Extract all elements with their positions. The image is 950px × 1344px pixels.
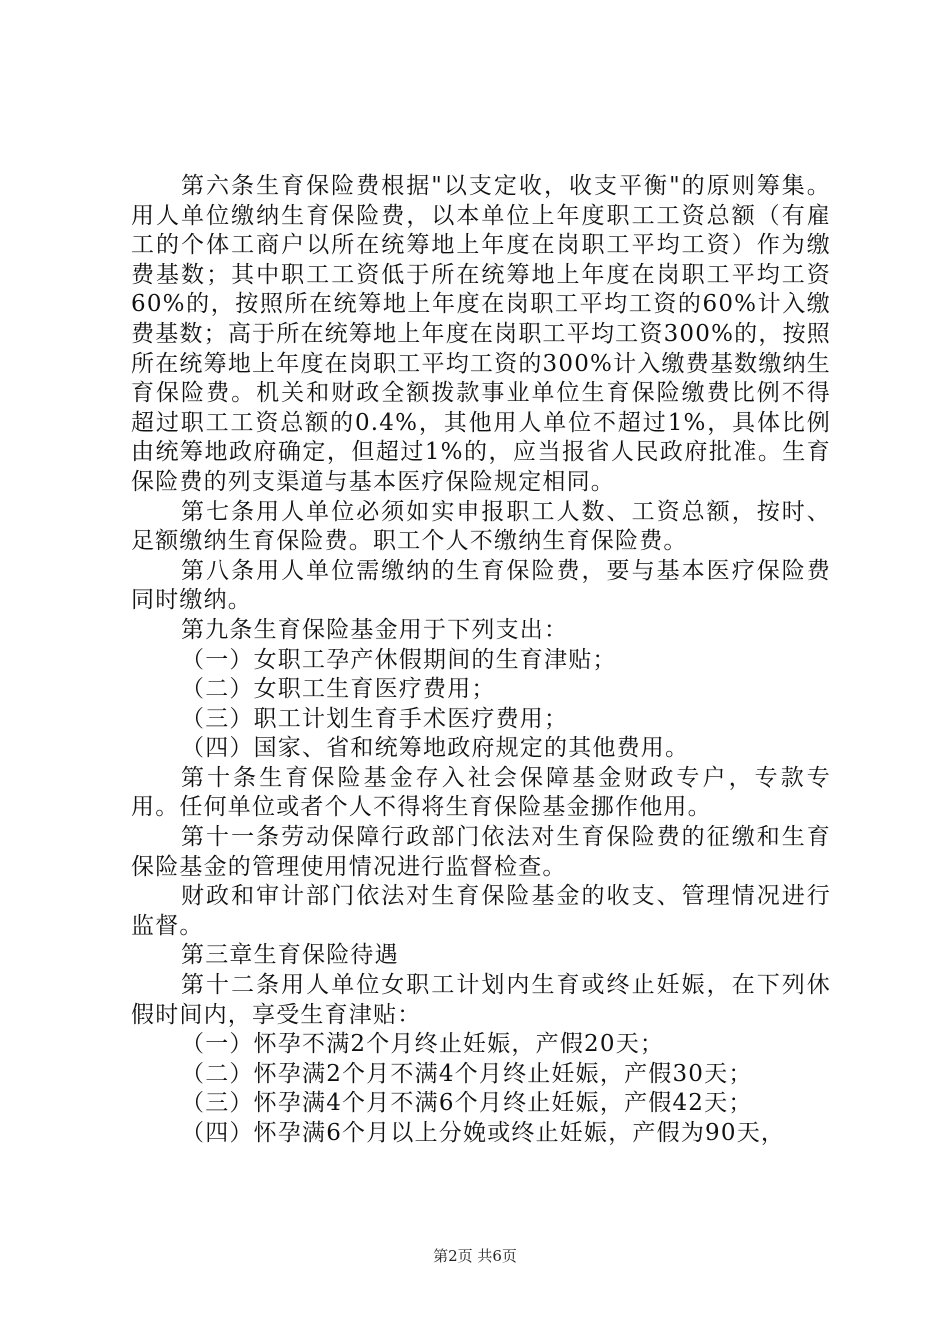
- document-body: [131, 172, 831, 1149]
- chapter-3-heading: 第三章生育保险待遇: [181, 942, 399, 969]
- article-12-item-4: （四）怀孕满6个月以上分娩或终止妊娠，产假为90天，: [181, 1120, 786, 1146]
- page-number-footer: 第2页 共6页: [433, 1247, 517, 1265]
- article-12-paragraph: 第十二条用人单位女职工计划内生育或终止妊娠，在下列休假时间内，享受生育津贴：: [131, 972, 831, 1028]
- article-7-paragraph: 第七条用人单位必须如实申报职工人数、工资总额，按时、足额缴纳生育保险费。职工个人不缴纳生育保险费。: [131, 498, 831, 555]
- article-9-paragraph: 第九条生育保险基金用于下列支出：: [181, 616, 569, 643]
- article-11-paragraph: 第十一条劳动保障行政部门依法对生育保险费的征缴和生育保险基金的管理使用情况进行监督检查。: [131, 824, 831, 880]
- audit-paragraph: 财政和审计部门依法对生育保险基金的收支、管理情况进行监督。: [131, 883, 831, 939]
- article-9-item-2: （二）女职工生育医疗费用；: [181, 676, 496, 703]
- article-12-item-3: （三）怀孕满4个月不满6个月终止妊娠，产假42天；: [181, 1090, 753, 1117]
- article-6-paragraph: 第六条生育保险费根据"以支定收，收支平衡"的原则筹集。用人单位缴纳生育保险费，以本单位上年度职工工资总额（有雇工的个体工商户以所在统筹地上年度在岗职工平均工资）作为缴费基数；其中职工工资低于所在统筹地上年度在岗职工平均工资60%的，按照所在统筹地上年度在岗职工平均工资的60%计入缴费基数；高于所在统筹地上年度在岗职工平均工资300%的，按照所在统筹地上年度在岗职工平均工资的300%计入缴费基数缴纳生育保险费。机关和财政全额拨款事业单位生育保险缴费比例不得超过职工工资总额的0.4%，其他用人单位不超过1%，具体比例由统筹地政府确定，但超过1%的，应当报省人民政府批准。生育保险费的列支渠道与基本医疗保险规定相同。: [131, 173, 831, 495]
- article-9-item-1: （一）女职工孕产休假期间的生育津贴；: [181, 646, 617, 673]
- article-12-item-2: （二）怀孕满2个月不满4个月终止妊娠，产假30天；: [181, 1060, 753, 1087]
- article-9-item-3: （三）职工计划生育手术医疗费用；: [181, 705, 569, 732]
- article-8-paragraph: 第八条用人单位需缴纳的生育保险费，要与基本医疗保险费同时缴纳。: [131, 557, 831, 614]
- article-9-item-4: （四）国家、省和统筹地政府规定的其他费用。: [181, 735, 690, 762]
- article-12-item-1: （一）怀孕不满2个月终止妊娠，产假20天；: [181, 1031, 665, 1058]
- article-10-paragraph: 第十条生育保险基金存入社会保障基金财政专户，专款专用。任何单位或者个人不得将生育保险基金挪作他用。: [131, 764, 831, 821]
